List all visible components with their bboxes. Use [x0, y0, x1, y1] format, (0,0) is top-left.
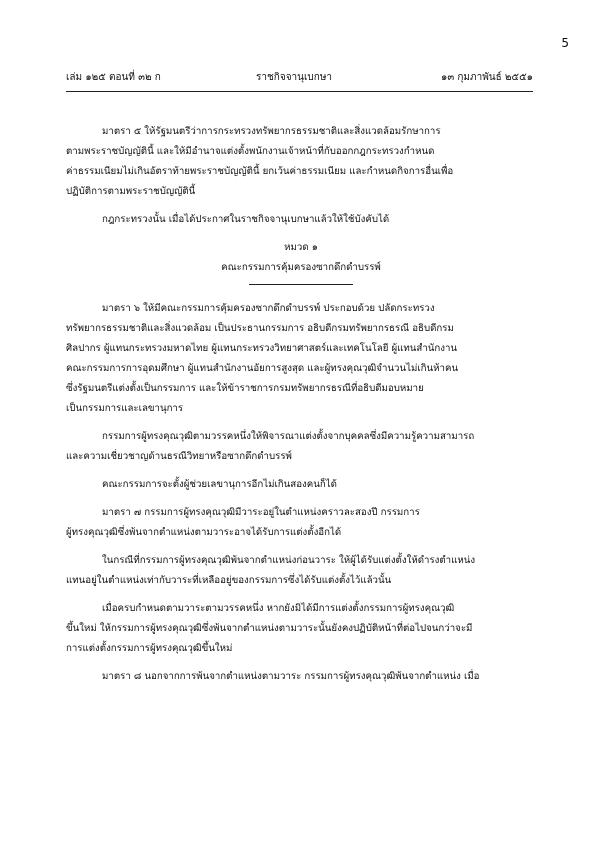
section-6-line: ศิลปากร ผู้แทนกระทรวงมหาดไทย ผู้แทนกระทรวงวิทยาศาสตร์และเทคโนโลยี ผู้แทนสำนักงาน	[66, 343, 458, 354]
page-number: 5	[561, 36, 569, 50]
section-6-paragraph-2	[66, 427, 536, 467]
chapter-title: คณะกรรมการคุ้มครองซากดึกดำบรรพ์	[221, 262, 381, 273]
section-8-line: มาตรา ๘ นอกจากการพ้นจากตำแหน่งตามวาระ กรรมการผู้ทรงคุณวุฒิพ้นจากตำแหน่ง เมื่อ	[102, 671, 480, 682]
section-6-line: ทรัพยากรธรรมชาติและสิ่งแวดล้อม เป็นประธานกรรมการ อธิบดีกรมทรัพยากรธรณี อธิบดีกรม	[66, 323, 454, 334]
section-7-paragraph-3	[66, 599, 536, 659]
section-6-paragraph-3	[66, 475, 536, 495]
section-6-line: คณะกรรมการการอุดมศึกษา ผู้แทนสำนักงานอัยการสูงสุด และผู้ทรงคุณวุฒิจำนวนไม่เกินห้าคน	[66, 363, 459, 374]
section-7-p3-line: ขึ้นใหม่ ให้กรรมการผู้ทรงคุณวุฒิซึ่งพ้นจากตำแหน่งตามวาระนั้นยังคงปฏิบัติหน้าที่ต่อไปจนกว่าจะมี	[66, 623, 473, 634]
section-8	[66, 667, 536, 687]
section-5-line: มาตรา ๕ ให้รัฐมนตรีว่าการกระทรวงทรัพยากรธรรมชาติและสิ่งแวดล้อมรักษาการ	[102, 126, 441, 137]
publication-date: ๑๓ กุมภาพันธ์ ๒๕๕๑	[440, 72, 533, 83]
volume-issue: เล่ม ๑๒๕ ตอนที่ ๓๒ ก	[66, 72, 161, 83]
section-5-line: ปฏิบัติการตามพระราชบัญญัตินี้	[66, 186, 196, 197]
section-6-p2-line: และความเชี่ยวชาญด้านธรณีวิทยาหรือซากดึกดำบรรพ์	[66, 451, 292, 462]
gazette-header	[66, 70, 533, 88]
section-7-line: มาตรา ๗ กรรมการผู้ทรงคุณวุฒิมีวาระอยู่ในตำแหน่งคราวละสองปี กรรมการ	[102, 507, 420, 518]
header-divider	[66, 91, 533, 92]
section-7-p2-line: ในกรณีที่กรรมการผู้ทรงคุณวุฒิพ้นจากตำแหน่งก่อนวาระ ให้ผู้ได้รับแต่งตั้งให้ดำรงตำแหน่ง	[102, 555, 476, 566]
section-6-p2-line: กรรมการผู้ทรงคุณวุฒิตามวรรคหนึ่งให้พิจารณาแต่งตั้งจากบุคคลซึ่งมีความรู้ความสามารถ	[102, 431, 475, 442]
chapter-number: หมวด ๑	[284, 242, 318, 253]
section-7-p3-line: เมื่อครบกำหนดตามวาระตามวรรคหนึ่ง หากยังมิได้มีการแต่งตั้งกรรมการผู้ทรงคุณวุฒิ	[102, 603, 455, 614]
section-5-line: ค่าธรรมเนียมไม่เกินอัตราท้ายพระราชบัญญัตินี้ ยกเว้นค่าธรรมเนียม และกำหนดกิจการอื่นเพื่อ	[66, 166, 454, 177]
section-7-line: ผู้ทรงคุณวุฒิซึ่งพ้นจากตำแหน่งตามวาระอาจได้รับการแต่งตั้งอีกได้	[66, 527, 342, 538]
chapter-divider	[249, 284, 353, 285]
section-5-note-line: กฎกระทรวงนั้น เมื่อได้ประกาศในราชกิจจานุเบกษาแล้วให้ใช้บังคับได้	[102, 214, 390, 225]
section-5-line: ตามพระราชบัญญัตินี้ และให้มีอำนาจแต่งตั้งพนักงานเจ้าหน้าที่กับออกกฎกระทรวงกำหนด	[66, 146, 435, 157]
section-6-line: ซึ่งรัฐมนตรีแต่งตั้งเป็นกรรมการ และให้ข้าราชการกรมทรัพยากรธรณีที่อธิบดีมอบหมาย	[66, 383, 424, 394]
document-body	[66, 122, 536, 695]
section-5-note	[66, 210, 536, 230]
section-5	[66, 122, 536, 202]
section-7-p3-line: การแต่งตั้งกรรมการผู้ทรงคุณวุฒิขึ้นใหม่	[66, 643, 233, 654]
section-7-p2-line: แทนอยู่ในตำแหน่งเท่ากับวาระที่เหลืออยู่ของกรรมการซึ่งได้รับแต่งตั้งไว้แล้วนั้น	[66, 575, 392, 586]
section-7-paragraph-2	[66, 551, 536, 591]
section-7	[66, 503, 536, 543]
gazette-title: ราชกิจจานุเบกษา	[256, 72, 333, 83]
section-6-line: มาตรา ๖ ให้มีคณะกรรมการคุ้มครองซากดึกดำบรรพ์ ประกอบด้วย ปลัดกระทรวง	[102, 303, 435, 314]
section-6-p3-line: คณะกรรมการจะตั้งผู้ช่วยเลขานุการอีกไม่เกินสองคนก็ได้	[102, 479, 337, 490]
section-6	[66, 299, 536, 419]
section-6-line: เป็นกรรมการและเลขานุการ	[66, 403, 184, 414]
